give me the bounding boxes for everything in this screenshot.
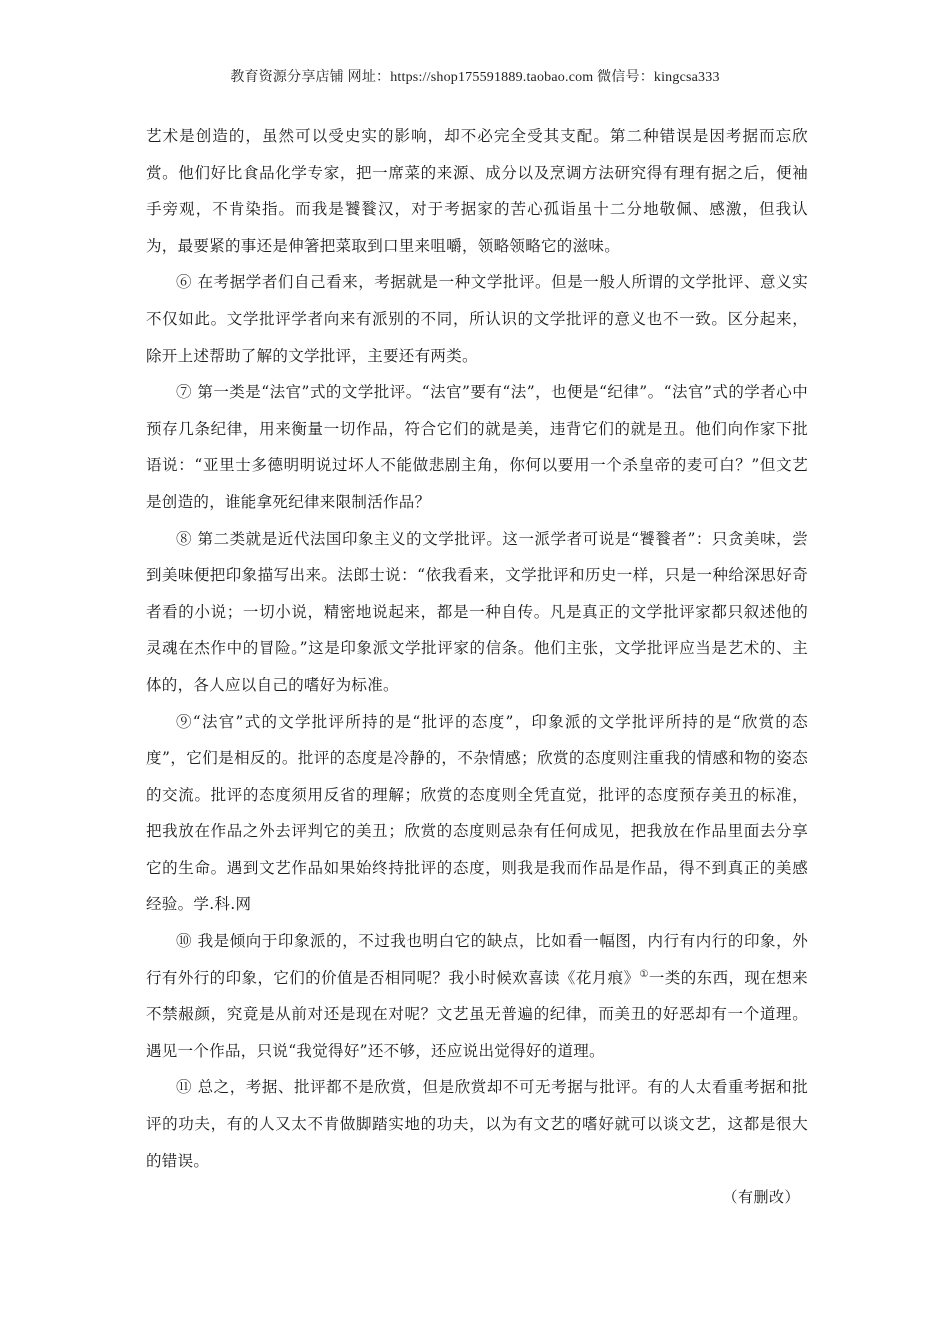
page-header: 教育资源分享店铺 网址：https://shop175591889.taobao.com 微信号：kingcsa333	[230, 70, 720, 85]
paragraph-8: ⑧ 第二类就是近代法国印象主义的文学批评。这一派学者可说是“饕餮者”：只贪美味，尝到美味便把印象描写出来。法郎士说：“依我看来，文学批评和历史一样，只是一种给深思好奇者看的小说；一切小说，精密地说起来，都是一种自传。凡是真正的文学批评家都只叙述他的灵魂在杰作中的冒险。”这是印象派文学批评家的信条。他们主张，文学批评应当是艺术的、主体的，各人应以自己的嗜好为标准。	[146, 529, 808, 694]
paragraph-10-part-1: ⑩ 我是倾向于印象派的，不过我也明白它的缺点，比如看一幅图，内行有内行的印象，外行有外行的印象，它们的价值是否相同呢？我小时候欢喜读《花月痕》	[146, 932, 808, 987]
paragraph-6: ⑥ 在考据学者们自己看来，考据就是一种文学批评。但是一般人所谓的文学批评、意义实不仅如此。文学批评学者向来有派别的不同，所认识的文学批评的意义也不一致。区分起来，除开上述帮助了解的文学批评，主要还有两类。	[146, 273, 808, 365]
article-body	[146, 118, 808, 1179]
paragraph-11: ⑪ 总之，考据、批评都不是欣赏，但是欣赏却不可无考据与批评。有的人太看重考据和批评的功夫，有的人又太不肯做脚踏实地的功夫，以为有文艺的嗜好就可以谈文艺，这都是很大的错误。	[146, 1078, 808, 1170]
paragraph-7: ⑦ 第一类是“法官”式的文学批评。“法官”要有“法”，也便是“纪律”。“法官”式的学者心中预存几条纪律，用来衡量一切作品，符合它们的就是美，违背它们的就是丑。他们向作家下批语说：“亚里士多德明明说过坏人不能做悲剧主角，你何以要用一个杀皇帝的麦可白？”但文艺是创造的，谁能拿死纪律来限制活作品？	[146, 383, 808, 511]
footnote-marker: ①	[639, 968, 649, 980]
paragraph-10-part-2: 一类的东西，现在想来不禁赧颜，究竟是从前对还是现在对呢？文艺虽无普遍的纪律，而美丑的好恶却有一个道理。遇见一个作品，只说“我觉得好”还不够，还应说出觉得好的道理。	[146, 968, 808, 1060]
source-note: （有删改）	[722, 1188, 800, 1206]
paragraph-9: ⑨“法官”式的文学批评所持的是“批评的态度”，印象派的文学批评所持的是“欣赏的态度”，它们是相反的。批评的态度是冷静的，不杂情感；欣赏的态度则注重我的情感和物的姿态的交流。批评的态度须用反省的理解；欣赏的态度则全凭直觉，批评的态度预存美丑的标准，把我放在作品之外去评判它的美丑；欣赏的态度则忌杂有任何成见，把我放在作品里面去分享它的生命。遇到文艺作品如果始终持批评的态度，则我是我而作品是作品，得不到真正的美感经验。学.科.网	[146, 712, 808, 914]
paragraph-10	[146, 923, 808, 1069]
paragraph-continuation: 艺术是创造的，虽然可以受史实的影响，却不必完全受其支配。第二种错误是因考据而忘欣赏。他们好比食品化学专家，把一席菜的来源、成分以及烹调方法研究得有理有据之后，便袖手旁观，不肯染指。而我是饕餮汉，对于考据家的苦心孤诣虽十二分地敬佩、感激，但我认为，最要紧的事还是伸箸把菜取到口里来咀嚼，领略领略它的滋味。	[146, 127, 808, 255]
